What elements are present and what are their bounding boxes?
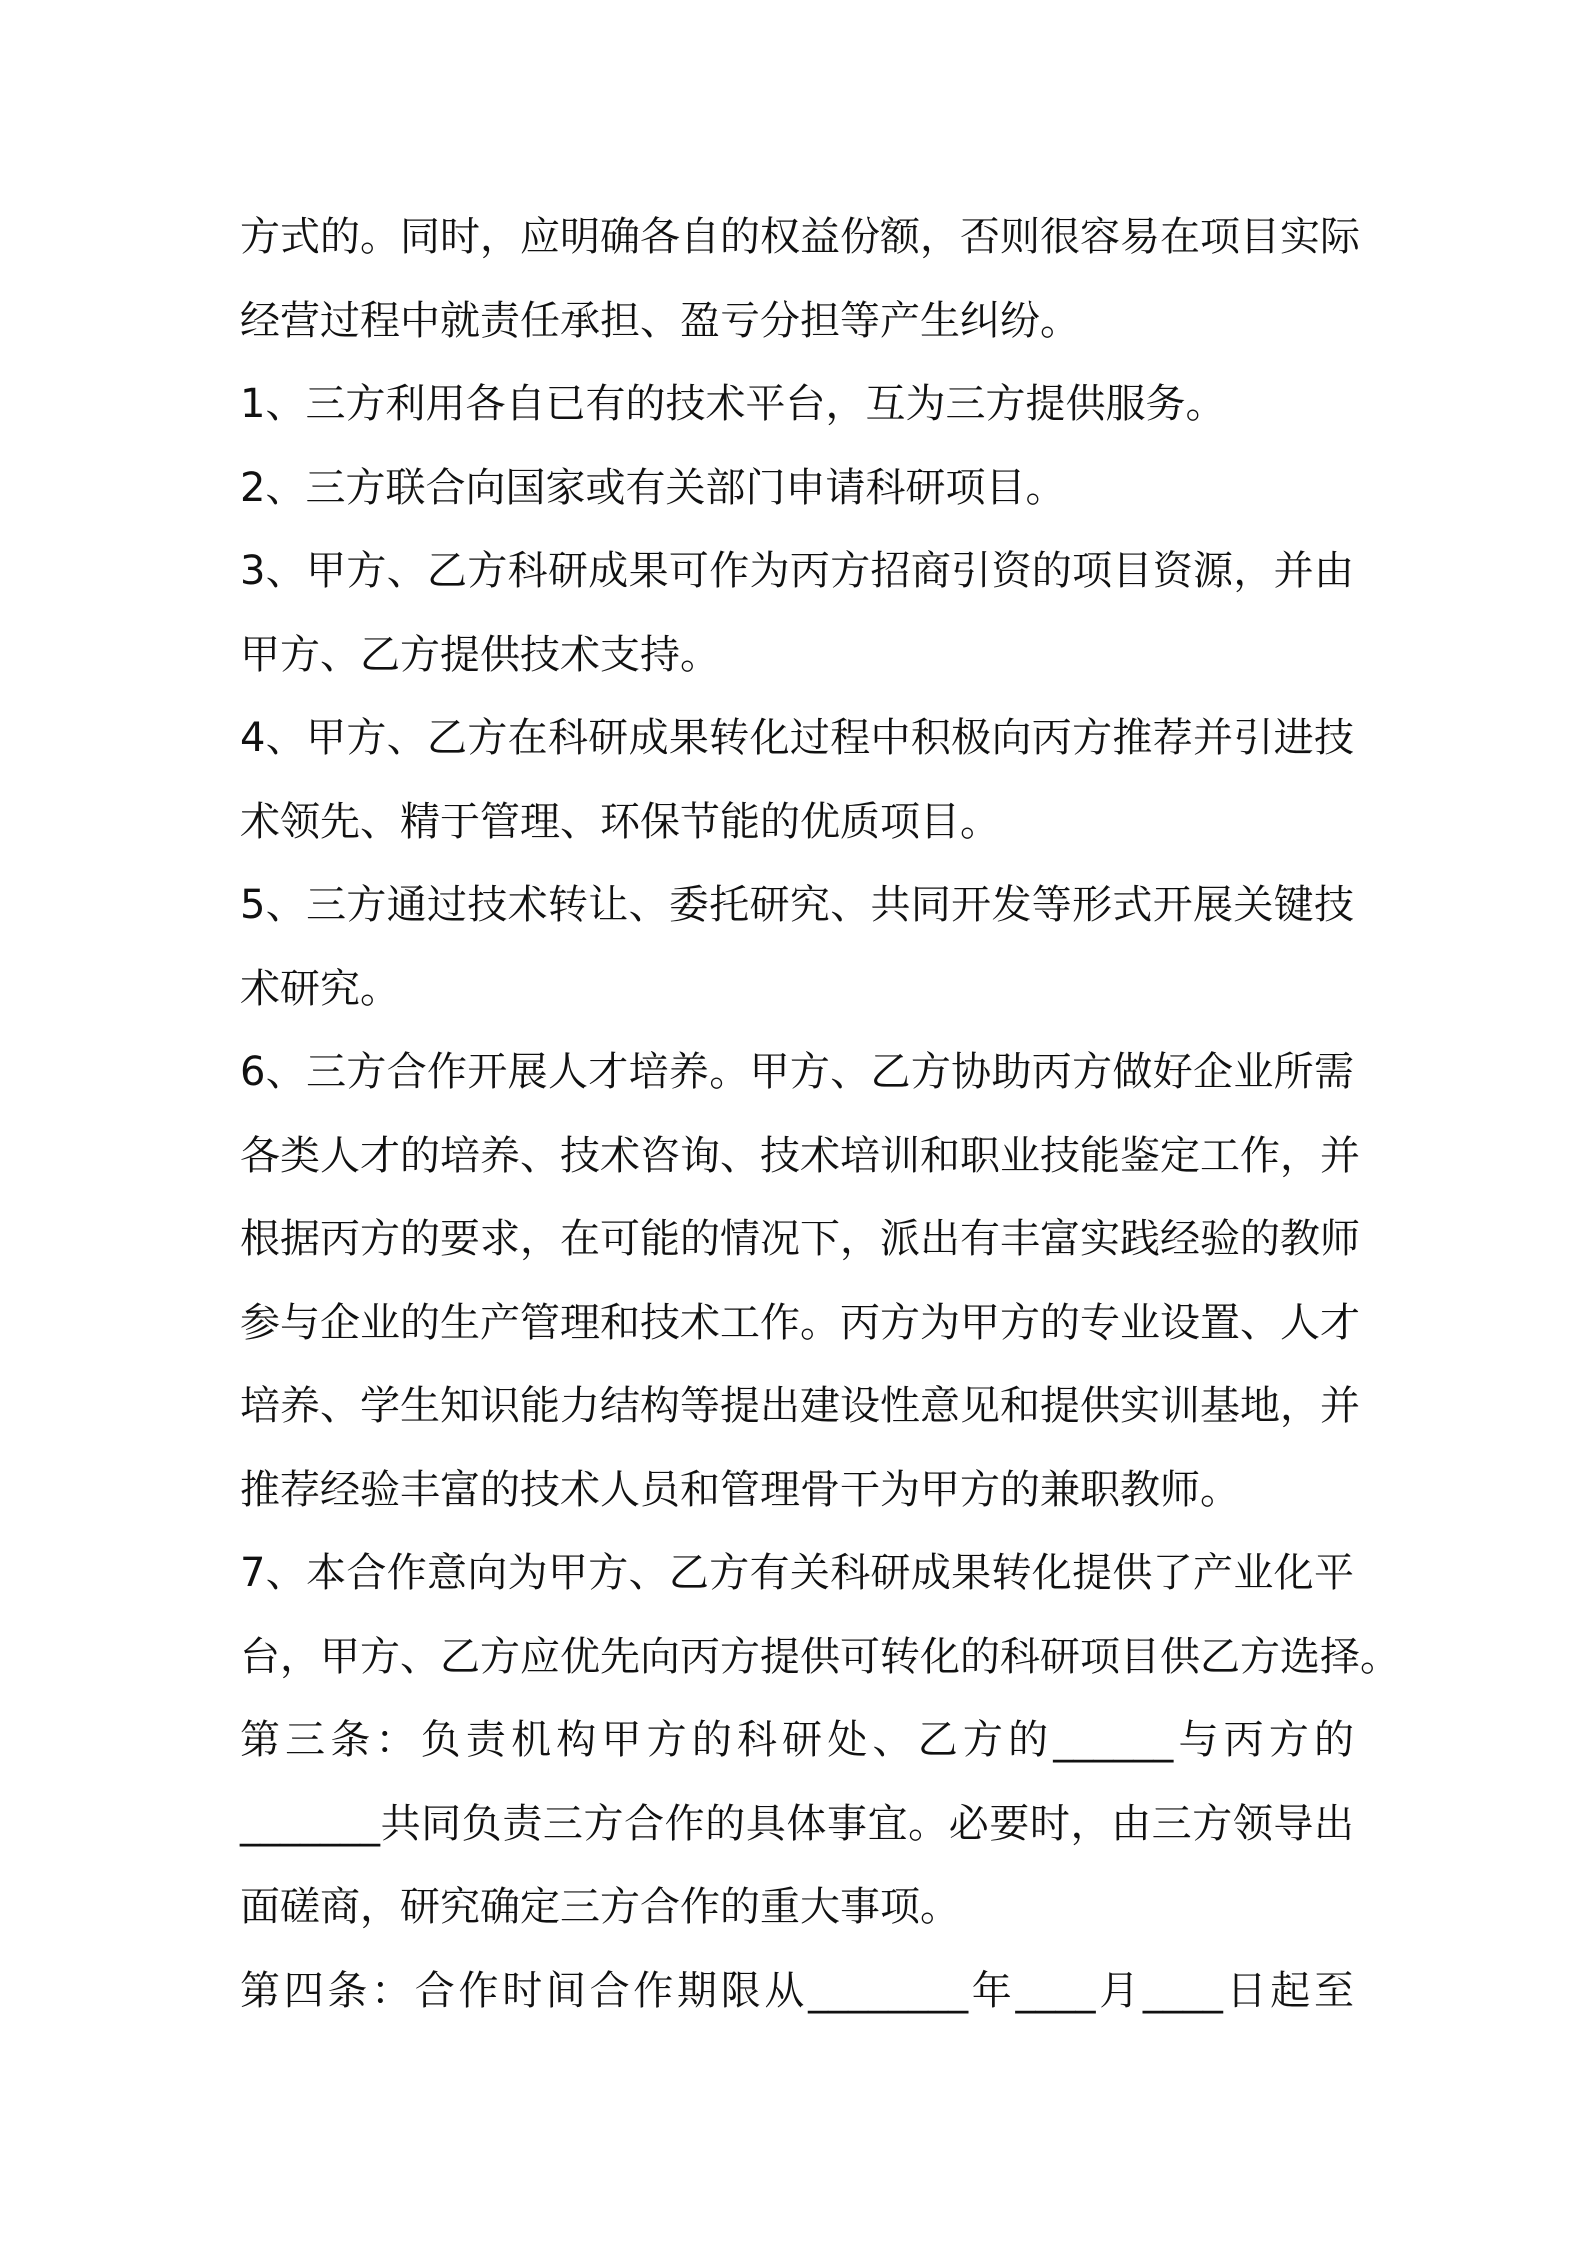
text-line: 3、甲方、乙方科研成果可作为丙方招商引资的项目资源，并由 [240,548,1354,594]
paragraph-item-6 [240,1031,1360,1532]
text-line: 第四条：合作时间合作期限从________年____月____日起至 [240,1967,1354,2014]
text-line: 5、三方通过技术转让、委托研究、共同开发等形式开展关键技 [240,882,1354,928]
paragraph-item-7 [240,1532,1400,1699]
paragraph-item-3 [240,530,1354,697]
text-line: 各类人才的培养、技术咨询、技术培训和职业技能鉴定工作，并 [240,1132,1360,1179]
text-line: 根据丙方的要求，在可能的情况下，派出有丰富实践经验的教师 [240,1216,1360,1262]
text-line: 参与企业的生产管理和技术工作。丙方为甲方的专业设置、人才 [240,1299,1360,1346]
text-line: 方式的。同时，应明确各自的权益份额，否则很容易在项目实际 [240,214,1360,260]
paragraph-item-1 [240,363,1354,447]
text-line: 1、三方利用各自已有的技术平台，互为三方提供服务。 [240,381,1226,427]
text-line: 7、本合作意向为甲方、乙方有关科研成果转化提供了产业化平 [240,1550,1354,1596]
text-line: 台，甲方、乙方应优先向丙方提供可转化的科研项目供乙方选择。 [240,1633,1400,1680]
paragraph-item-4 [240,697,1354,864]
paragraph-intro [240,196,1360,363]
paragraph-item-2 [240,447,1354,531]
text-line: 培养、学生知识能力结构等提出建设性意见和提供实训基地，并 [240,1383,1360,1429]
text-line: 术研究。 [240,965,400,1012]
paragraph-article-4 [240,1950,1354,2034]
text-line: 甲方、乙方提供技术支持。 [240,631,720,678]
paragraph-item-5 [240,864,1354,1031]
text-line: 2、三方联合向国家或有关部门申请科研项目。 [240,464,1066,511]
text-line: 术领先、精于管理、环保节能的优质项目。 [240,798,1000,845]
text-line: 4、甲方、乙方在科研成果转化过程中积极向丙方推荐并引进技 [240,715,1354,761]
text-line: 第三条：负责机构甲方的科研处、乙方的______与丙方的 [240,1717,1354,1763]
text-line: _______共同负责三方合作的具体事宜。必要时，由三方领导出 [240,1800,1354,1847]
text-line: 面磋商，研究确定三方合作的重大事项。 [240,1884,960,1930]
text-line: 6、三方合作开展人才培养。甲方、乙方协助丙方做好企业所需 [240,1049,1354,1095]
paragraph-article-3 [240,1699,1354,1950]
document-body [240,196,1400,2033]
text-line: 推荐经验丰富的技术人员和管理骨干为甲方的兼职教师。 [240,1466,1240,1513]
text-line: 经营过程中就责任承担、盈亏分担等产生纠纷。 [240,297,1080,344]
